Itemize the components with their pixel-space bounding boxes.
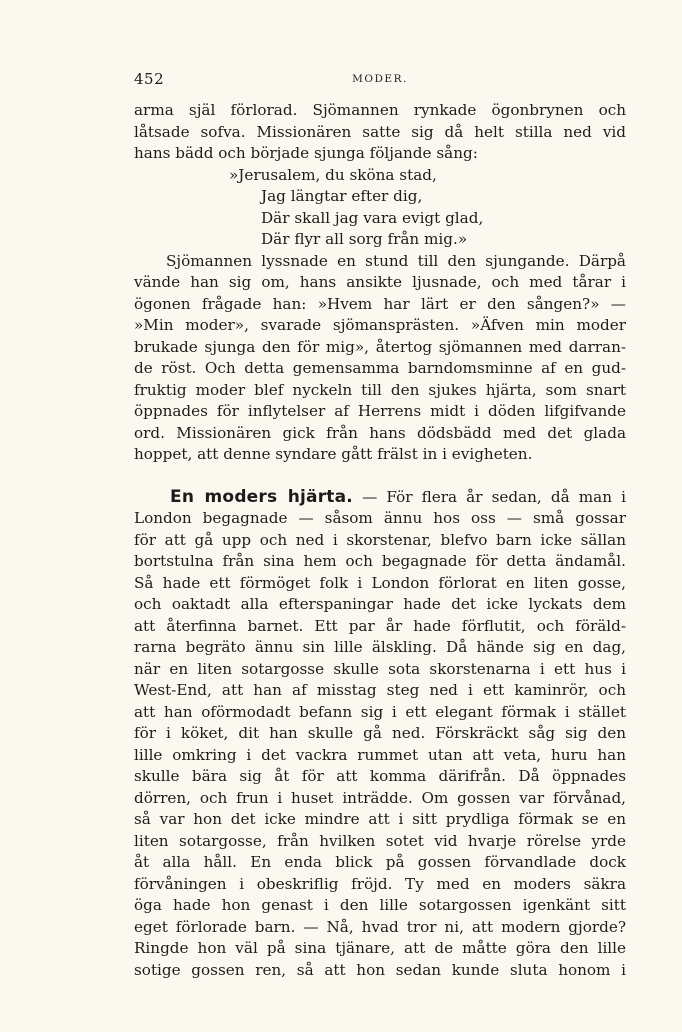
text-line: dörren, och frun i huset inträdde. Om gossen var förvånad, [134,788,626,807]
page-body [134,100,626,981]
text-line: och oaktadt alla efterspaningar hade det icke lyckats dem [134,595,626,613]
text-line: ord. Missionären gick från hans dödsbädd med det glada [134,423,626,442]
text-line: eget förlorade barn. — Nå, hvad tror ni, att modern gjorde? [134,917,626,936]
text-line: åt alla håll. En enda blick på gossen förvandlade dock [134,853,626,871]
text-line: hans bädd och började sjunga följande sång: [134,144,478,162]
text-line: hoppet, att denne syndare gått frälst in i evigheten. [134,445,533,463]
verse-line: »Jerusalem, du sköna stad, [229,165,437,184]
text-line: sotige gossen ren, så att hon sedan kunde sluta honom i [134,960,626,979]
text-line-rest: — För flera år sedan, då man i [352,487,626,506]
text-line: bortstulna från sina hem och begagnade för detta ändamål. [134,552,626,570]
verse-line: Jag längtar efter dig, [261,187,423,205]
text-line: skulle bära sig åt för att komma därifrån. Då öppnades [134,767,626,785]
text-line: »Min moder», svarade sjömansprästen. »Äfven min moder [134,316,626,334]
verse-line: Där skall jag vara evigt glad, [261,208,484,227]
text-line: att han oförmodadt befann sig i ett elegant förmak i stället [134,702,626,721]
text-line: vände han sig om, hans ansikte ljusnade, och med tårar i [134,273,626,291]
text-line: fruktig moder blef nyckeln till den sjukes hjärta, som snart [134,380,626,399]
paragraph-1 [134,100,626,165]
text-line: lille omkring i det vackra rummet utan att veta, huru han [134,745,626,764]
text-line: de röst. Och detta gemensamma barndomsminne af en gud- [134,359,626,377]
text-line [134,487,626,509]
paragraph-2 [134,251,626,466]
text-line: liten sotargosse, från hvilken sotet vid hvarje rörelse yrde [134,831,626,850]
page-header [134,70,626,90]
text-line: ögonen frågade han: »Hvem har lärt er den sången?» — [134,294,626,313]
verse-line: Där flyr all sorg från mig.» [261,230,468,248]
text-line: öga hade hon genast i den lille sotargossen igenkänt sitt [134,896,626,914]
text-line: att återfinna barnet. Ett par år hade förflutit, och föräld- [134,616,626,635]
text-line: för i köket, dit han skulle gå ned. Förskräckt såg sig den [134,724,626,742]
text-line: Ringde hon väl på sina tjänare, att de måtte göra den lille [134,939,626,957]
text-line: West-End, att han af misstag steg ned i ett kaminrör, och [134,681,626,699]
section-heading: En moders hjärta. [170,486,353,507]
text-line: öppnades för inflytelser af Herrens midt i döden lifgifvande [134,402,626,420]
text-line: Så hade ett förmöget folk i London förlorat en liten gosse, [134,573,626,592]
page-number: 452 [134,70,165,88]
section-en-moders-hjarta [134,487,626,982]
text-line: rarna begräto ännu sin lille älskling. Då hände sig en dag, [134,638,626,656]
text-line: brukade sjunga den för mig», återtog sjömannen med darran- [134,337,626,356]
text-line: för att gå upp och ned i skorstenar, blefvo barn icke sällan [134,530,626,549]
text-line: London begagnade — såsom ännu hos oss — små gossar [134,509,626,527]
paragraph-gap [134,466,626,487]
text-line: förvåningen i obeskriflig fröjd. Ty med en moders säkra [134,874,626,893]
text-line: så var hon det icke mindre att i sitt prydliga förmak se en [134,810,626,828]
text-line: Sjömannen lyssnade en stund till den sjungande. Därpå [166,251,626,270]
running-title: MODER. [352,73,408,85]
text-line: låtsade sofva. Missionären satte sig då helt stilla ned vid [134,122,626,141]
verse [134,165,626,251]
text-line: när en liten sotargosse skulle sota skorstenarna i ett hus i [134,659,626,678]
text-line: arma själ förlorad. Sjömannen rynkade ögonbrynen och [134,101,626,119]
